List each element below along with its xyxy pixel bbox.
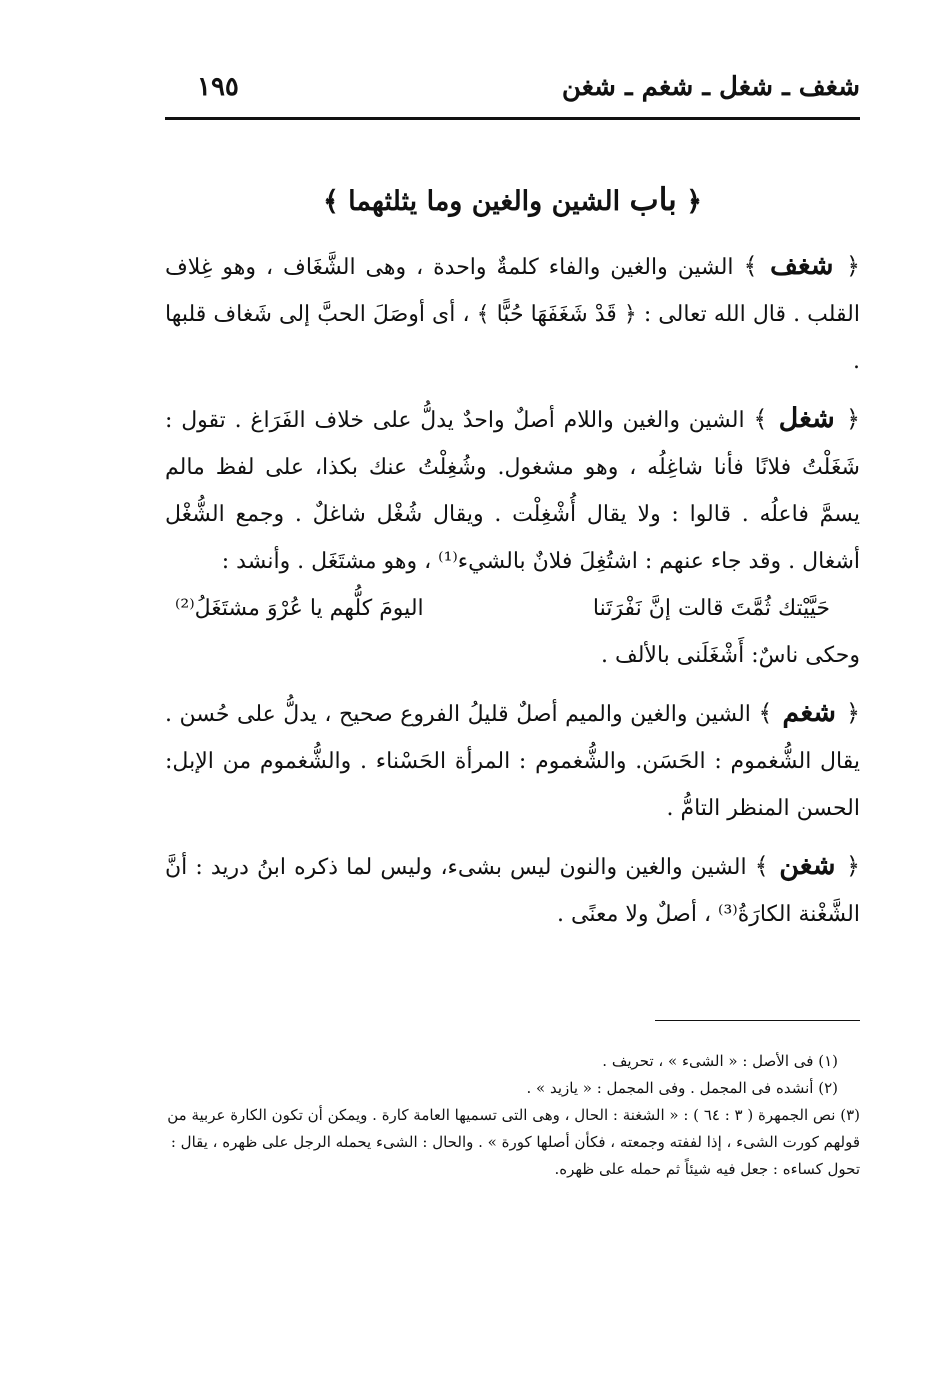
headword-text: شغل [778,403,835,434]
entry-headword: ﴿ شغم ﴾ [758,697,860,728]
entry-text: الشين والغين والميم أصلٌ قليلُ الفروع صحيح ، يدلُّ على حُسن . يقال الشُّغموم : الحَسَن. والشُّغموم : المرأة الحَسْناء . والشُّغموم من الإبل: الحسن المنظر التامُّ . [165,702,860,821]
chapter-close-bracket: ﴾ [322,186,339,217]
entry-shaghm [165,689,860,832]
entry-continuation [165,632,860,679]
entry-headword: ﴿ شغل ﴾ [753,403,860,434]
verse-first-hemistich: حَيَّيْتك ثُمَّتَ قالت إنَّ نَفْرَتَنا [592,596,830,621]
footnote: (٣) نص الجمهرة ( ٣ : ٦٤ ) : « الشغنة : الحال ، وهى التى تسميها العامة كارة . ويمكن أن تكون الكارة عربية من قولهم كورت الشىء ، إذا لففته وجمعته ، فكأن أصلها كورة » . والحال : الشىء يحمله الرجل على ظهره ، يقال : تحول كساءه : جعل فيه شيئاً ثم حمله على ظهره. [167,1106,860,1178]
running-title: شغف ـ شغل ـ شغم ـ شغن [561,72,860,102]
footnote: (١) فى الأصل : « الشىء » ، تحريف . [602,1052,838,1070]
chapter-heading [165,182,860,218]
headword-text: شغن [779,850,836,881]
page-number: ١٩٥ [197,72,239,102]
body-text [165,242,860,938]
entry-shaghaf [165,242,860,385]
entry-headword: ﴿ شغن ﴾ [754,850,860,881]
headword-text: شغم [782,697,837,728]
footnote-rule [655,1020,860,1021]
footnote: (٢) أنشده فى المجمل . وفى المجمل : « يازيد » . [526,1079,838,1097]
entry-shaghan [165,842,860,938]
poetry-verse [165,585,860,632]
running-head [165,68,860,110]
chapter-open-bracket: ﴿ [686,186,703,217]
chapter-label: باب [629,182,677,218]
header-rule [165,117,860,120]
footnotes [165,1048,860,1183]
headword-text: شغف [769,250,834,281]
chapter-title: الشين والغين وما يثلثهما [348,186,621,217]
entry-headword: ﴿ شغف ﴾ [743,250,860,281]
entry-text: الشين والغين والفاء كلمةٌ واحدة ، وهى الشَّغَاف ، وهو غِلاف القلب . قال الله تعالى : ﴿ قَدْ شَغَفَهَا حُبًّا ﴾ ، أى أوصَلَ الحبَّ إلى شَغاف قلبها . [165,255,860,374]
entry-text: الشين والغين والنون ليس بشىء، وليس لما ذكره ابنُ دريد : أنَّ الشَّغْنة الكارَةُ⁽³⁾ ، أصلٌ ولا معنًى . [165,855,860,927]
entry-text: وحكى ناسٌ: أَشْغَلَنى بالألف . [600,643,860,668]
entry-shaghal [165,395,860,585]
entry-text: الشين والغين واللام أصلٌ واحدٌ يدلُّ على خلاف الفَرَاغ . تقول : شَغَلْتُ فلانًا فأنا شاغِلُه ، وهو مشغول. وشُغِلْتُ عنك بكذا، على لفظ مالم يسمَّ فاعلُه . قالوا : ولا يقال أُشْغِلْت . ويقال شُغْل شاغلٌ . وجمع الشُّغْل أشغال . وقد جاء عنهم : اشتُغِلَ فلانٌ بالشيء⁽¹⁾ ، وهو مشتَغَل . وأنشد : [165,408,860,574]
verse-second-hemistich: اليومَ كلُّهم يا عُرْوَ مشتَغَلُ⁽²⁾ [175,596,424,621]
